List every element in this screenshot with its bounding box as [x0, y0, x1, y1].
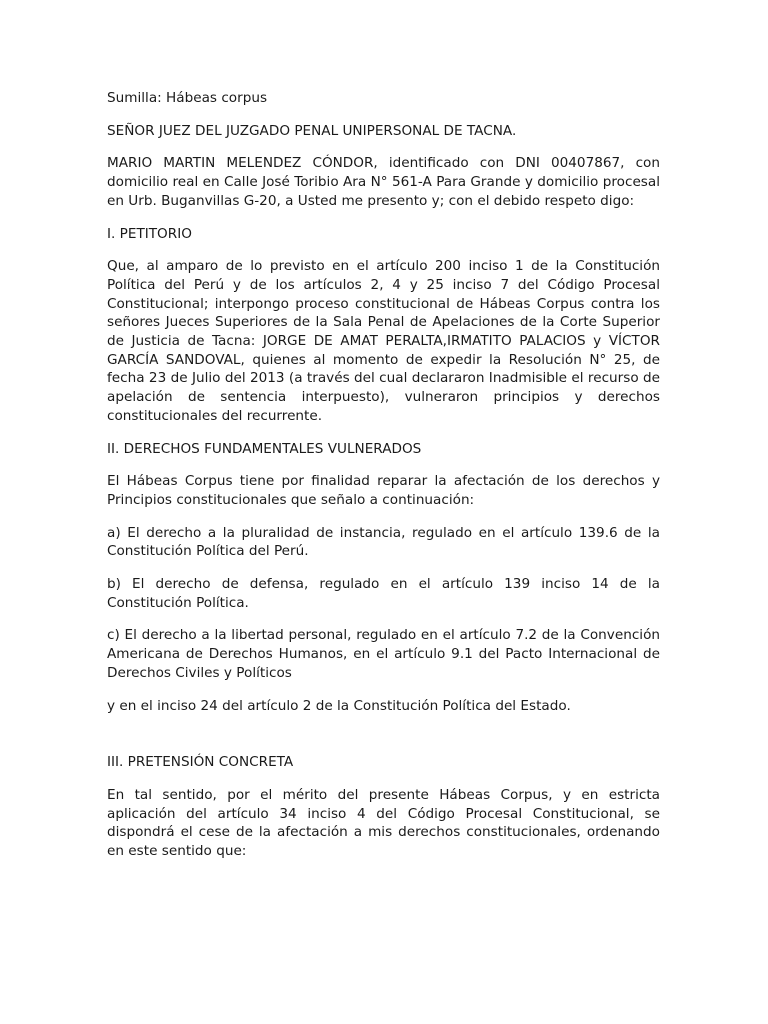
list-item-b: b) El derecho de defensa, regulado en el artículo 139 inciso 14 de la Constitución Política.	[107, 576, 660, 611]
addressee: SEÑOR JUEZ DEL JUZGADO PENAL UNIPERSONAL DE TACNA.	[107, 122, 517, 139]
pretension-paragraph: En tal sentido, por el mérito del presente Hábeas Corpus, y en estricta aplicación del artículo 34 inciso 4 del Código Procesal Constitucional, se dispondrá el cese de la afectación a mis derechos constitucionales, ordenando en este sentido que:	[107, 786, 660, 860]
document-body	[107, 89, 660, 875]
section-heading-petitorio: I. PETITORIO	[107, 225, 192, 242]
sumilla: Sumilla: Hábeas corpus	[107, 90, 268, 106]
derechos-intro-paragraph: El Hábeas Corpus tiene por finalidad reparar la afectación de los derechos y Principios constitucionales que señalo a continuación:	[107, 473, 660, 508]
list-item-c: c) El derecho a la libertad personal, regulado en el artículo 7.2 de la Convención Americana de Derechos Humanos, en el artículo 9.1 del Pacto Internacional de Derechos Civiles y Políticos	[107, 627, 660, 681]
section-heading-pretension: III. PRETENSIÓN CONCRETA	[107, 754, 294, 771]
list-item-c-continuation: y en el inciso 24 del artículo 2 de la Constitución Política del Estado.	[107, 697, 571, 714]
section-heading-derechos: II. DERECHOS FUNDAMENTALES VULNERADOS	[107, 440, 422, 457]
petitorio-paragraph: Que, al amparo de lo previsto en el artículo 200 inciso 1 de la Constitución Política del Perú y de los artículos 2, 4 y 25 inciso 7 del Código Procesal Constitucional; interpongo proceso constitucional de Hábeas Corpus contra los señores Jueces Superiores de la Sala Penal de Apelaciones de la Corte Superior de Justicia de Tacna: JORGE DE AMAT PERALTA,IRMATITO PALACIOS y VÍCTOR GARCÍA SANDOVAL, quienes al momento de expedir la Resolución N° 25, de fecha 23 de Julio del 2013 (a través del cual declararon Inadmisible el recurso de apelación de sentencia interpuesto), vulneraron principios y derechos constitucionales del recurrente.	[107, 258, 660, 424]
list-item-a: a) El derecho a la pluralidad de instancia, regulado en el artículo 139.6 de la Constitución Política del Perú.	[107, 524, 660, 560]
intro-paragraph: MARIO MARTIN MELENDEZ CÓNDOR, identificado con DNI 00407867, con domicilio real en Calle José Toribio Ara N° 561-A Para Grande y domicilio procesal en Urb. Buganvillas G-20, a Usted me presento y; con el debido respeto digo:	[107, 155, 660, 209]
